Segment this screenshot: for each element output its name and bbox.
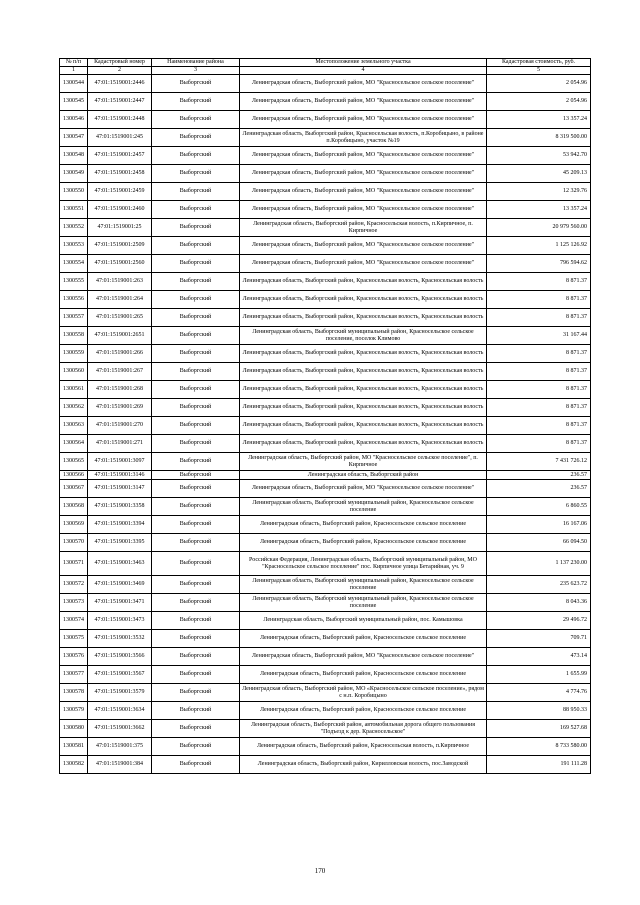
cadastral-number: 47:01:1519001:268: [88, 381, 152, 399]
cadastral-value: 31 167.44: [487, 327, 591, 345]
header-district: Наименование района: [152, 59, 240, 67]
cadastral-value: 236.57: [487, 471, 591, 480]
row-number: 1300578: [60, 684, 88, 702]
row-number: 1300576: [60, 648, 88, 666]
location: Ленинградская область, Выборгский район, МО "Красносельское сельское поселение": [240, 480, 487, 498]
table-row: [60, 720, 591, 738]
cadastral-number: 47:01:1519001:2457: [88, 147, 152, 165]
row-number: 1300551: [60, 201, 88, 219]
cadastral-value: 709.71: [487, 630, 591, 648]
cadastral-value: 1 655.99: [487, 666, 591, 684]
table-row: [60, 147, 591, 165]
header-index-row: [60, 67, 591, 75]
cadastral-number: 47:01:1519001:271: [88, 435, 152, 453]
location: Ленинградская область, Выборгский муниципальный район, Красносельское сельское поселение: [240, 498, 487, 516]
location: Ленинградская область, Выборгский район, МО "Красносельское сельское поселение": [240, 648, 487, 666]
table-row: [60, 480, 591, 498]
table-row: [60, 666, 591, 684]
table-row: [60, 255, 591, 273]
location: Ленинградская область, Выборгский район, Красносельская волость, Красносельская волость: [240, 417, 487, 435]
location: Ленинградская область, Выборгский район, МО "Красносельское сельское поселение": [240, 111, 487, 129]
row-number: 1300570: [60, 534, 88, 552]
district-name: Выборгский: [152, 165, 240, 183]
location: Ленинградская область, Выборгский район, Красносельская волость, Красносельская волость: [240, 381, 487, 399]
table-row: [60, 75, 591, 93]
cadastral-value: 2 054.96: [487, 75, 591, 93]
district-name: Выборгский: [152, 435, 240, 453]
row-number: 1300559: [60, 345, 88, 363]
district-name: Выборгский: [152, 309, 240, 327]
cadastral-value: 4 774.76: [487, 684, 591, 702]
district-name: Выборгский: [152, 534, 240, 552]
cadastral-value: 1 125 126.92: [487, 237, 591, 255]
table-row: [60, 381, 591, 399]
table-row: [60, 201, 591, 219]
district-name: Выборгский: [152, 453, 240, 471]
location: Ленинградская область, Выборгский район, Красносельская волость, Красносельская волость: [240, 435, 487, 453]
cadastral-value: 8 871.37: [487, 435, 591, 453]
header-cadastral-value: Кадастровая стоимость, руб.: [487, 59, 591, 67]
row-number: 1300544: [60, 75, 88, 93]
location: Ленинградская область, Выборгский район, МО «Красносельское сельское поселение», рядом с н.п. Коробицыно: [240, 684, 487, 702]
district-name: Выборгский: [152, 720, 240, 738]
cadastral-number: 47:01:1519001:3634: [88, 702, 152, 720]
cadastral-value: 88 950.33: [487, 702, 591, 720]
cadastral-number: 47:01:1519001:269: [88, 399, 152, 417]
cadastral-number: 47:01:1519001:2651: [88, 327, 152, 345]
cadastral-number: 47:01:1519001:3579: [88, 684, 152, 702]
row-number: 1300549: [60, 165, 88, 183]
cadastral-value: 13 357.24: [487, 201, 591, 219]
location: Российская Федерация, Ленинградская область, Выборгский муниципальный район, МО "Красносельское сельское поселение" пос. Кирпичное улица Бетарийная, уч. 9: [240, 552, 487, 576]
cadastral-value: 169 527.68: [487, 720, 591, 738]
table-row: [60, 534, 591, 552]
cadastral-number: 47:01:1519001:2458: [88, 165, 152, 183]
location: Ленинградская область, Выборгский район, Красносельская волость, Красносельская волость: [240, 345, 487, 363]
row-number: 1300568: [60, 498, 88, 516]
district-name: Выборгский: [152, 183, 240, 201]
location: Ленинградская область, Выборгский район, Красносельская волость, п.Кирпичное: [240, 738, 487, 756]
location: Ленинградская область, Выборгский район, МО "Красносельское сельское поселение": [240, 183, 487, 201]
location: Ленинградская область, Выборгский муниципальный район, Красносельское сельское поселение: [240, 576, 487, 594]
cadastral-value: 20 979 560.00: [487, 219, 591, 237]
district-name: Выборгский: [152, 684, 240, 702]
row-number: 1300582: [60, 756, 88, 774]
location: Ленинградская область, Выборгский район, МО "Красносельское сельское поселение": [240, 147, 487, 165]
district-name: Выборгский: [152, 111, 240, 129]
row-number: 1300548: [60, 147, 88, 165]
location: Ленинградская область, Выборгский район, Красносельская волость, Красносельская волость: [240, 309, 487, 327]
cadastral-number: 47:01:1519001:3147: [88, 480, 152, 498]
cadastral-number: 47:01:1519001:3395: [88, 534, 152, 552]
district-name: Выборгский: [152, 552, 240, 576]
cadastral-value: 7 431 726.12: [487, 453, 591, 471]
cadastral-number: 47:01:1519001:3146: [88, 471, 152, 480]
location: Ленинградская область, Выборгский район, МО "Красносельское сельское поселение": [240, 237, 487, 255]
district-name: Выборгский: [152, 471, 240, 480]
cadastral-value: 8 871.37: [487, 381, 591, 399]
cadastral-number: 47:01:1519001:2509: [88, 237, 152, 255]
district-name: Выборгский: [152, 594, 240, 612]
district-name: Выборгский: [152, 399, 240, 417]
table-row: [60, 363, 591, 381]
district-name: Выборгский: [152, 702, 240, 720]
cadastral-value: 8 733 580.00: [487, 738, 591, 756]
cadastral-number: 47:01:1519001:2459: [88, 183, 152, 201]
cadastral-number: 47:01:1519001:25: [88, 219, 152, 237]
table-row: [60, 516, 591, 534]
cadastral-number: 47:01:1519001:270: [88, 417, 152, 435]
table-row: [60, 471, 591, 480]
table-row: [60, 435, 591, 453]
row-number: 1300547: [60, 129, 88, 147]
row-number: 1300579: [60, 702, 88, 720]
location: Ленинградская область, Выборгский муниципальный район, Красносельское сельское поселение: [240, 594, 487, 612]
cadastral-value: 66 094.50: [487, 534, 591, 552]
header-cadastral-number: Кадастровый номер: [88, 59, 152, 67]
table-row: [60, 576, 591, 594]
location: Ленинградская область, Выборгский район, Красносельское сельское поселение: [240, 534, 487, 552]
table-row: [60, 612, 591, 630]
cadastral-value: 6 860.55: [487, 498, 591, 516]
row-number: 1300569: [60, 516, 88, 534]
row-number: 1300581: [60, 738, 88, 756]
cadastral-number: 47:01:1519001:266: [88, 345, 152, 363]
cadastral-number: 47:01:1519001:264: [88, 291, 152, 309]
row-number: 1300567: [60, 480, 88, 498]
location: Ленинградская область, Выборгский район, Красносельское сельское поселение: [240, 666, 487, 684]
table-row: [60, 552, 591, 576]
row-number: 1300575: [60, 630, 88, 648]
table-row: [60, 630, 591, 648]
header-row: [60, 59, 591, 67]
row-number: 1300571: [60, 552, 88, 576]
district-name: Выборгский: [152, 480, 240, 498]
cadastral-number: 47:01:1519001:3662: [88, 720, 152, 738]
district-name: Выборгский: [152, 255, 240, 273]
district-name: Выборгский: [152, 237, 240, 255]
cadastral-number: 47:01:1519001:265: [88, 309, 152, 327]
row-number: 1300561: [60, 381, 88, 399]
location: Ленинградская область, Выборгский район, МО "Красносельское сельское поселение": [240, 201, 487, 219]
row-number: 1300564: [60, 435, 88, 453]
row-number: 1300546: [60, 111, 88, 129]
header-index-5: 5: [487, 67, 591, 75]
row-number: 1300557: [60, 309, 88, 327]
cadastral-number: 47:01:1519001:3097: [88, 453, 152, 471]
cadastral-number: 47:01:1519001:3473: [88, 612, 152, 630]
location: Ленинградская область, Выборгский район: [240, 471, 487, 480]
page-number: 170: [314, 867, 326, 875]
cadastral-value: 13 357.24: [487, 111, 591, 129]
table-row: [60, 417, 591, 435]
district-name: Выборгский: [152, 381, 240, 399]
cadastral-value: 8 871.37: [487, 417, 591, 435]
row-number: 1300562: [60, 399, 88, 417]
row-number: 1300558: [60, 327, 88, 345]
district-name: Выборгский: [152, 648, 240, 666]
district-name: Выборгский: [152, 516, 240, 534]
cadastral-number: 47:01:1519001:263: [88, 273, 152, 291]
row-number: 1300560: [60, 363, 88, 381]
cadastral-number: 47:01:1519001:3532: [88, 630, 152, 648]
row-number: 1300572: [60, 576, 88, 594]
location: Ленинградская область, Выборгский муниципальный район, Красносельское сельское поселение, поселок Климово: [240, 327, 487, 345]
row-number: 1300555: [60, 273, 88, 291]
district-name: Выборгский: [152, 129, 240, 147]
header-number: № п/п: [60, 59, 88, 67]
district-name: Выборгский: [152, 75, 240, 93]
cadastral-value: 45 209.13: [487, 165, 591, 183]
cadastral-number: 47:01:1519001:384: [88, 756, 152, 774]
location: Ленинградская область, Выборгский район, МО "Красносельское сельское поселение": [240, 75, 487, 93]
location: Ленинградская область, Выборгский район, МО "Красносельское сельское поселение": [240, 93, 487, 111]
cadastral-value: 8 871.37: [487, 363, 591, 381]
cadastral-value: 8 871.37: [487, 345, 591, 363]
cadastral-value: 53 942.70: [487, 147, 591, 165]
table-row: [60, 165, 591, 183]
location: Ленинградская область, Выборгский район, Красносельская волость, Красносельская волость: [240, 273, 487, 291]
row-number: 1300573: [60, 594, 88, 612]
district-name: Выборгский: [152, 576, 240, 594]
cadastral-value: 29 496.72: [487, 612, 591, 630]
cadastral-table-sheet: [59, 58, 590, 774]
cadastral-number: 47:01:1519001:2447: [88, 93, 152, 111]
table-row: [60, 684, 591, 702]
table-row: [60, 237, 591, 255]
district-name: Выборгский: [152, 291, 240, 309]
cadastral-value: 8 871.37: [487, 399, 591, 417]
row-number: 1300577: [60, 666, 88, 684]
location: Ленинградская область, Выборгский район, Красносельская волость, Красносельская волость: [240, 291, 487, 309]
district-name: Выборгский: [152, 345, 240, 363]
cadastral-value: 1 137 230.00: [487, 552, 591, 576]
header-index-2: 2: [88, 67, 152, 75]
cadastral-number: 47:01:1519001:3471: [88, 594, 152, 612]
cadastral-number: 47:01:1519001:3358: [88, 498, 152, 516]
district-name: Выборгский: [152, 93, 240, 111]
header-index-4: 4: [240, 67, 487, 75]
table-row: [60, 648, 591, 666]
table-row: [60, 183, 591, 201]
district-name: Выборгский: [152, 666, 240, 684]
location: Ленинградская область, Выборгский район, Красносельское сельское поселение: [240, 516, 487, 534]
location: Ленинградская область, Выборгский район, Красносельская волость, Красносельская волость: [240, 399, 487, 417]
row-number: 1300580: [60, 720, 88, 738]
cadastral-value: 473.14: [487, 648, 591, 666]
district-name: Выборгский: [152, 201, 240, 219]
cadastral-value: 8 319 500.00: [487, 129, 591, 147]
cadastral-value: 8 043.36: [487, 594, 591, 612]
district-name: Выборгский: [152, 498, 240, 516]
district-name: Выборгский: [152, 327, 240, 345]
cadastral-number: 47:01:1519001:2448: [88, 111, 152, 129]
header-location: Местоположение земельного участка: [240, 59, 487, 67]
table-row: [60, 219, 591, 237]
cadastral-value: 235 623.72: [487, 576, 591, 594]
cadastral-number: 47:01:1519001:3469: [88, 576, 152, 594]
cadastral-value: 796 594.62: [487, 255, 591, 273]
row-number: 1300553: [60, 237, 88, 255]
table-row: [60, 498, 591, 516]
row-number: 1300545: [60, 93, 88, 111]
header-index-1: 1: [60, 67, 88, 75]
table-body: [60, 75, 591, 774]
cadastral-number: 47:01:1519001:2460: [88, 201, 152, 219]
table-row: [60, 702, 591, 720]
district-name: Выборгский: [152, 219, 240, 237]
row-number: 1300552: [60, 219, 88, 237]
cadastral-number: 47:01:1519001:3394: [88, 516, 152, 534]
header-index-3: 3: [152, 67, 240, 75]
district-name: Выборгский: [152, 612, 240, 630]
cadastral-number: 47:01:1519001:2560: [88, 255, 152, 273]
row-number: 1300550: [60, 183, 88, 201]
cadastral-number: 47:01:1519001:3567: [88, 666, 152, 684]
location: Ленинградская область, Выборгский район, Красносельское сельское поселение: [240, 630, 487, 648]
row-number: 1300574: [60, 612, 88, 630]
cadastral-number: 47:01:1519001:3463: [88, 552, 152, 576]
district-name: Выборгский: [152, 738, 240, 756]
location: Ленинградская область, Выборгский район, Кирилловская волость, пос.Заводской: [240, 756, 487, 774]
table-row: [60, 399, 591, 417]
location: Ленинградская область, Выборгский район, Красносельское сельское поселение: [240, 702, 487, 720]
table-row: [60, 327, 591, 345]
table-row: [60, 273, 591, 291]
table-row: [60, 738, 591, 756]
location: Ленинградская область, Выборгский район, Красносельская волость, п.Кирпичное, п. Кирпичное: [240, 219, 487, 237]
row-number: 1300566: [60, 471, 88, 480]
cadastral-value: 2 054.96: [487, 93, 591, 111]
location: Ленинградская область, Выборгский муниципальный район, пос. Камышовка: [240, 612, 487, 630]
location: Ленинградская область, Выборгский район, Красносельская волость, Красносельская волость: [240, 363, 487, 381]
cadastral-value: 8 871.37: [487, 291, 591, 309]
location: Ленинградская область, Выборгский район, МО "Красносельское сельское поселение", п. Кирпичное: [240, 453, 487, 471]
district-name: Выборгский: [152, 147, 240, 165]
location: Ленинградская область, Выборгский район, автомобильная дорога общего пользования "Подъезд к дер. Красносельское": [240, 720, 487, 738]
row-number: 1300556: [60, 291, 88, 309]
table-row: [60, 453, 591, 471]
table-row: [60, 129, 591, 147]
cadastral-value: 8 871.37: [487, 273, 591, 291]
cadastral-number: 47:01:1519001:2446: [88, 75, 152, 93]
cadastral-number: 47:01:1519001:267: [88, 363, 152, 381]
district-name: Выборгский: [152, 417, 240, 435]
table-row: [60, 291, 591, 309]
district-name: Выборгский: [152, 630, 240, 648]
cadastral-value: 12 329.76: [487, 183, 591, 201]
cadastral-table: [59, 58, 591, 774]
row-number: 1300554: [60, 255, 88, 273]
row-number: 1300565: [60, 453, 88, 471]
cadastral-number: 47:01:1519001:245: [88, 129, 152, 147]
cadastral-number: 47:01:1519001:375: [88, 738, 152, 756]
district-name: Выборгский: [152, 273, 240, 291]
table-row: [60, 345, 591, 363]
cadastral-value: 191 111.28: [487, 756, 591, 774]
table-row: [60, 111, 591, 129]
row-number: 1300563: [60, 417, 88, 435]
location: Ленинградская область, Выборгский район, Красносельская волость, п.Коробицыно, в районе п.Коробицыно, участок №19: [240, 129, 487, 147]
cadastral-number: 47:01:1519001:3566: [88, 648, 152, 666]
table-row: [60, 309, 591, 327]
cadastral-value: 16 167.06: [487, 516, 591, 534]
table-row: [60, 93, 591, 111]
district-name: Выборгский: [152, 756, 240, 774]
district-name: Выборгский: [152, 363, 240, 381]
table-row: [60, 594, 591, 612]
location: Ленинградская область, Выборгский район, МО "Красносельское сельское поселение": [240, 165, 487, 183]
location: Ленинградская область, Выборгский район, МО "Красносельское сельское поселение": [240, 255, 487, 273]
cadastral-value: 8 871.37: [487, 309, 591, 327]
cadastral-value: 236.57: [487, 480, 591, 498]
table-row: [60, 756, 591, 774]
